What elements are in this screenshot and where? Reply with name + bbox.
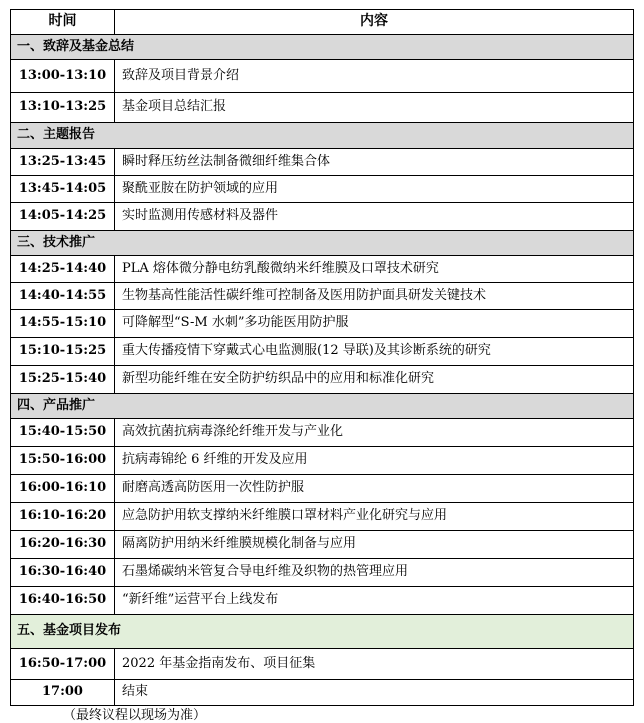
- agenda-time: 15:25-15:40: [11, 366, 115, 394]
- section-row: [11, 123, 634, 149]
- header-content: 内容: [115, 10, 634, 35]
- agenda-time: 14:05-14:25: [11, 203, 115, 231]
- agenda-time: 14:25-14:40: [11, 256, 115, 283]
- section-row: [11, 231, 634, 256]
- agenda-content: 可降解型“S-M 水刺”多功能医用防护服: [115, 310, 634, 338]
- section-title: 三、技术推广: [11, 231, 634, 256]
- section-row: [11, 615, 634, 649]
- agenda-row: [11, 60, 634, 93]
- agenda-content: 实时监测用传感材料及器件: [115, 203, 634, 231]
- agenda-time: 16:00-16:10: [11, 475, 115, 503]
- agenda-content: 应急防护用软支撑纳米纤维膜口罩材料产业化研究与应用: [115, 503, 634, 531]
- agenda-content: 隔离防护用纳米纤维膜规模化制备与应用: [115, 531, 634, 559]
- agenda-time: 17:00: [11, 680, 115, 706]
- agenda-content: “新纤维”运营平台上线发布: [115, 587, 634, 615]
- agenda-table: [10, 9, 634, 706]
- agenda-content: 瞬时释压纺丝法制备微细纤维集合体: [115, 149, 634, 176]
- agenda-row: [11, 475, 634, 503]
- agenda-time: 13:00-13:10: [11, 60, 115, 93]
- agenda-time: 16:40-16:50: [11, 587, 115, 615]
- agenda-time: 15:40-15:50: [11, 419, 115, 447]
- footer-note: （最终议程以现场为准）: [63, 708, 207, 723]
- agenda-row: [11, 649, 634, 680]
- agenda-row: [11, 176, 634, 203]
- agenda-content: 聚酰亚胺在防护领域的应用: [115, 176, 634, 203]
- agenda-row: [11, 338, 634, 366]
- agenda-time: 16:10-16:20: [11, 503, 115, 531]
- agenda-content: 生物基高性能活性碳纤维可控制备及医用防护面具研发关键技术: [115, 283, 634, 310]
- agenda-content: PLA 熔体微分静电纺乳酸微纳米纤维膜及口罩技术研究: [115, 256, 634, 283]
- agenda-time: 14:55-15:10: [11, 310, 115, 338]
- agenda-row: [11, 531, 634, 559]
- agenda-content: 石墨烯碳纳米管复合导电纤维及织物的热管理应用: [115, 559, 634, 587]
- agenda-content: 高效抗菌抗病毒涤纶纤维开发与产业化: [115, 419, 634, 447]
- agenda-time: 13:45-14:05: [11, 176, 115, 203]
- section-row: [11, 35, 634, 60]
- agenda-time: 15:50-16:00: [11, 447, 115, 475]
- agenda-content: 2022 年基金指南发布、项目征集: [115, 649, 634, 680]
- agenda-content: 重大传播疫情下穿戴式心电监测服(12 导联)及其诊断系统的研究: [115, 338, 634, 366]
- agenda-content: 结束: [115, 680, 634, 706]
- agenda-time: 16:30-16:40: [11, 559, 115, 587]
- agenda-time: 16:20-16:30: [11, 531, 115, 559]
- agenda-row: [11, 559, 634, 587]
- section-title: 一、致辞及基金总结: [11, 35, 634, 60]
- agenda-content: 新型功能纤维在安全防护纺织品中的应用和标准化研究: [115, 366, 634, 394]
- agenda-content: 致辞及项目背景介绍: [115, 60, 634, 93]
- agenda-time: 16:50-17:00: [11, 649, 115, 680]
- agenda-row: [11, 149, 634, 176]
- agenda-content: 耐磨高透高防医用一次性防护服: [115, 475, 634, 503]
- agenda-time: 13:25-13:45: [11, 149, 115, 176]
- agenda-content: 基金项目总结汇报: [115, 93, 634, 123]
- agenda-row: [11, 680, 634, 706]
- agenda-row: [11, 283, 634, 310]
- section-title: 四、产品推广: [11, 394, 634, 419]
- agenda-time: 13:10-13:25: [11, 93, 115, 123]
- agenda-time: 14:40-14:55: [11, 283, 115, 310]
- agenda-row: [11, 310, 634, 338]
- agenda-row: [11, 587, 634, 615]
- agenda-row: [11, 366, 634, 394]
- agenda-time: 15:10-15:25: [11, 338, 115, 366]
- section-title: 五、基金项目发布: [11, 615, 634, 649]
- agenda-content: 抗病毒锦纶 6 纤维的开发及应用: [115, 447, 634, 475]
- section-row: [11, 394, 634, 419]
- section-title: 二、主题报告: [11, 123, 634, 149]
- agenda-row: [11, 447, 634, 475]
- table-header-row: [11, 10, 634, 35]
- agenda-row: [11, 256, 634, 283]
- header-time: 时间: [11, 10, 115, 35]
- agenda-row: [11, 93, 634, 123]
- agenda-row: [11, 419, 634, 447]
- agenda-row: [11, 203, 634, 231]
- agenda-row: [11, 503, 634, 531]
